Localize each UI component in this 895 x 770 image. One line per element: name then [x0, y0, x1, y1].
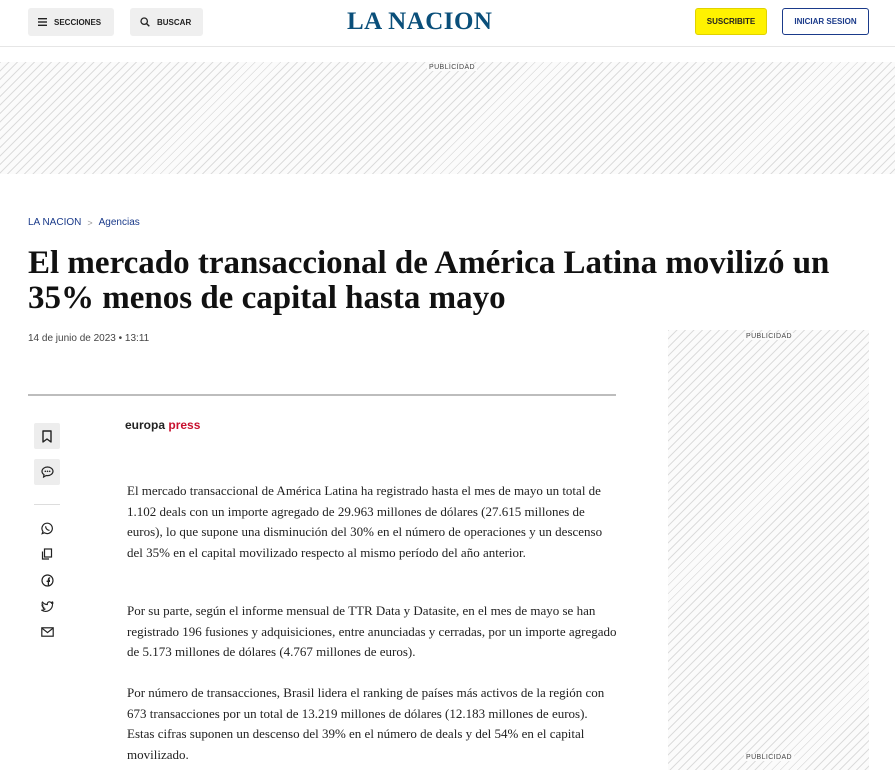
breadcrumb-home-link[interactable]: LA NACION: [28, 217, 82, 228]
bookmark-icon: [42, 430, 52, 443]
article-paragraph: Por su parte, según el informe mensual de TTR Data y Datasite, en el mes de mayo se han registrado 196 fusiones y adquisiciones, entre anunciadas y cerradas, por un importe agregado de 5.173 millones de dólares (4.767 millones de euros).: [127, 603, 617, 659]
sections-button[interactable]: [28, 8, 114, 36]
breadcrumb-agencias-link[interactable]: Agencias: [98, 217, 140, 228]
sections-label: SECCIONES: [54, 17, 102, 27]
email-icon: [41, 627, 54, 637]
share-divider: [34, 504, 60, 505]
share-facebook-button[interactable]: [40, 573, 54, 587]
share-whatsapp-button[interactable]: [40, 521, 54, 535]
article-date: 14 de junio de 2023 • 13:11: [28, 333, 150, 344]
site-header: [0, 0, 895, 47]
source-part2: press: [168, 418, 201, 432]
comment-icon: [41, 466, 54, 478]
ad-label: PUBLICIDAD: [429, 64, 476, 71]
whatsapp-icon: [41, 522, 54, 535]
copy-link-button[interactable]: [40, 547, 54, 561]
facebook-icon: [41, 574, 54, 587]
share-twitter-button[interactable]: [40, 599, 54, 613]
news-source-logo: [125, 418, 200, 432]
subscribe-button[interactable]: SUSCRIBITE: [695, 8, 767, 35]
ad-label: PUBLICIDAD: [746, 333, 793, 340]
article-paragraph: Por número de transacciones, Brasil lidera el ranking de países más activos de la región con 673 transacciones por un total de 13.219 millones de dólares (12.183 millones de euros). Estas cifras suponen un descenso del 39% en el número de deals y del 54% en el capital movilizado.: [127, 685, 605, 762]
article-title: El mercado transaccional de América Latina movilizó un 35% menos de capital hasta mayo: [28, 245, 830, 316]
comment-button[interactable]: [34, 459, 60, 485]
search-button[interactable]: [130, 8, 203, 36]
login-button[interactable]: INICIAR SESION: [782, 8, 869, 35]
source-part1: europa: [125, 418, 166, 432]
copy-icon: [41, 548, 53, 560]
hamburger-icon: [38, 18, 47, 26]
bookmark-button[interactable]: [34, 423, 60, 449]
search-icon: [140, 17, 150, 27]
share-email-button[interactable]: [40, 625, 54, 639]
side-ad-banner[interactable]: [668, 330, 869, 770]
divider: [28, 394, 616, 396]
site-logo[interactable]: LA NACION: [347, 8, 493, 35]
breadcrumb-separator: >: [87, 217, 93, 228]
top-ad-banner[interactable]: [0, 62, 895, 174]
breadcrumb: [28, 217, 140, 228]
ad-label: PUBLICIDAD: [746, 754, 793, 761]
search-label: BUSCAR: [157, 17, 192, 27]
twitter-icon: [41, 601, 54, 612]
article-paragraph: El mercado transaccional de América Latina ha registrado hasta el mes de mayo un total de 1.102 deals con un importe agregado de 29.963 millones de dólares (27.615 millones de euros), lo que supone una disminución del 30% en el número de operaciones y un descenso del 35% en el capital movilizado respecto al mismo período del año anterior.: [127, 483, 603, 560]
